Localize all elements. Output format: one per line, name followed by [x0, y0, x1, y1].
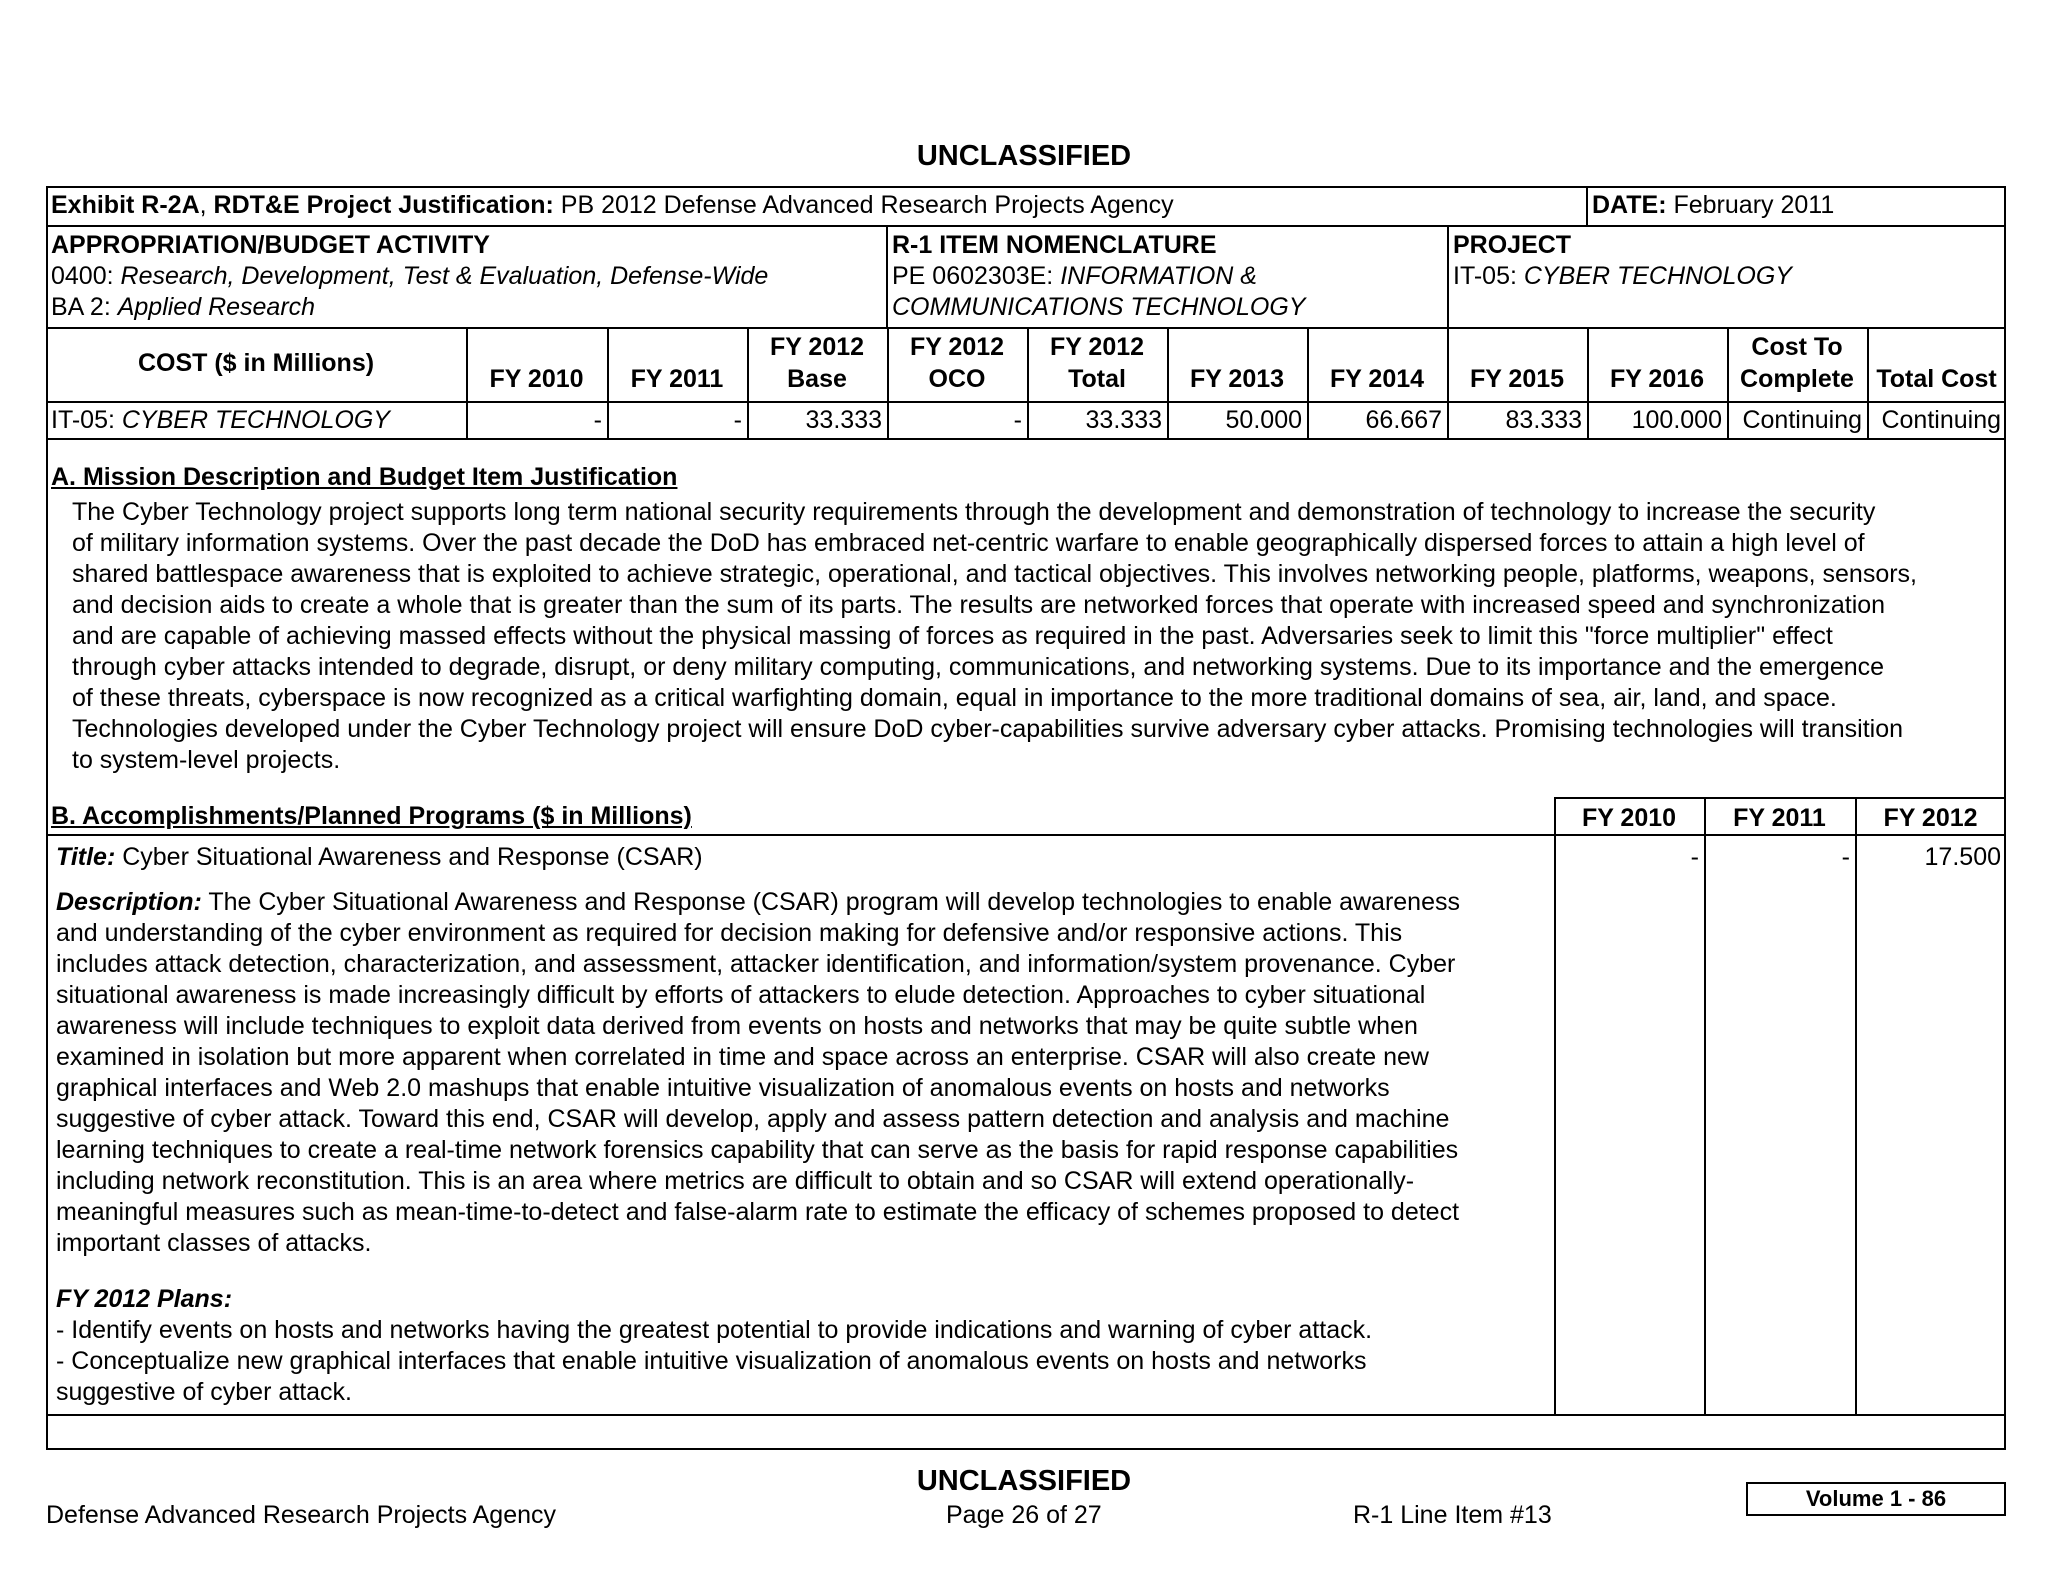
footer-page: Page 26 of 27 — [946, 1501, 1102, 1529]
cost-cell: 66.667 — [1365, 406, 1442, 434]
program-value: 17.500 — [1924, 843, 2001, 871]
cost-column-header: FY 2016 — [1609, 365, 1705, 393]
rule — [886, 225, 888, 329]
section-a-heading: A. Mission Description and Budget Item Justification — [51, 463, 678, 491]
budget-activity-code: BA 2: — [51, 293, 118, 321]
cost-cell: 50.000 — [1225, 406, 1302, 434]
footer-line-item: R-1 Line Item #13 — [1353, 1501, 1552, 1529]
r1-item-code: PE 0602303E: — [892, 262, 1061, 290]
cost-column-header: Total — [1068, 365, 1126, 393]
description-text: The Cyber Situational Awareness and Response (CSAR) program will develop technologies to enable awareness — [201, 888, 1460, 916]
rule — [46, 1414, 2006, 1416]
program-description — [56, 887, 1460, 1259]
plans-item: suggestive of cyber attack. — [56, 1378, 352, 1406]
cost-row-label — [51, 405, 390, 436]
rule — [1704, 797, 1706, 1416]
cost-cell: 83.333 — [1505, 406, 1582, 434]
section-a-body — [72, 497, 1917, 776]
cost-column-header: FY 2015 — [1469, 365, 1565, 393]
r1-item-line1 — [892, 261, 1257, 292]
section-a-line: of military information systems. Over the past decade the DoD has embraced net-centric warfare to enable geographically dispersed forces to attain a high level of — [72, 529, 1865, 557]
cost-cell: Continuing — [1742, 406, 1862, 434]
section-a-line: and are capable of achieving massed effects without the physical massing of forces as required in the past. Adversaries seek to limit this "force multiplier" effect — [72, 622, 1833, 650]
plans-item: - Conceptualize new graphical interfaces that enable intuitive visualization of anomalous events on hosts and networks — [56, 1347, 1367, 1375]
cost-row-code: IT-05: — [51, 406, 122, 434]
description-line — [56, 887, 1460, 918]
project-value — [1453, 261, 1792, 292]
description-line: examined in isolation but more apparent when correlated in time and space across an enterprise. CSAR will also create new — [56, 1043, 1429, 1071]
program-title-label: Title: — [56, 843, 116, 871]
description-line: includes attack detection, characterization, and assessment, attacker identification, and information/system provenance. Cyber — [56, 950, 1456, 978]
program-value: - — [1841, 843, 1850, 871]
cost-column-header: FY 2011 — [630, 365, 724, 393]
rule — [1855, 797, 1857, 1416]
section-b-column-header: FY 2011 — [1733, 804, 1826, 832]
cost-cell: 100.000 — [1631, 406, 1722, 434]
appropriation-line1 — [51, 261, 768, 292]
rule — [46, 327, 2006, 329]
project-name: CYBER TECHNOLOGY — [1523, 262, 1792, 290]
description-line: meaningful measures such as mean-time-to-detect and false-alarm rate to estimate the efficacy of schemes proposed to detect — [56, 1198, 1460, 1226]
cost-column-header: Total Cost — [1876, 365, 1997, 393]
cost-row-name: CYBER TECHNOLOGY — [121, 406, 390, 434]
classification-header: UNCLASSIFIED — [916, 140, 1132, 172]
rule — [46, 438, 2006, 440]
rule — [46, 225, 2006, 227]
cost-column-header-top: FY 2012 — [1049, 333, 1145, 361]
program-title — [56, 842, 703, 873]
cost-column-header: Complete — [1740, 365, 1854, 393]
appropriation-line2 — [51, 292, 315, 323]
description-line: and understanding of the cyber environment as required for decision making for defensive and/or responsive actions. This — [56, 919, 1403, 947]
rule — [1554, 797, 2006, 799]
appropriation-code: 0400: — [51, 262, 121, 290]
description-line: including network reconstitution. This is an area where metrics are difficult to obtain and so CSAR will extend operationally- — [56, 1167, 1415, 1195]
plans-item: - Identify events on hosts and networks having the greatest potential to provide indications and warning of cyber attack. — [56, 1316, 1373, 1344]
r1-item-label: R-1 ITEM NOMENCLATURE — [892, 231, 1217, 259]
program-title-value: Cyber Situational Awareness and Response (CSAR) — [115, 843, 703, 871]
description-line: situational awareness is made increasingly difficult by efforts of attackers to elude detection. Approaches to cyber situational — [56, 981, 1426, 1009]
cost-column-header-top: FY 2012 — [769, 333, 865, 361]
section-a-line: to system-level projects. — [72, 746, 341, 774]
cost-cell: - — [733, 406, 742, 434]
exhibit-label: Exhibit R-2A — [51, 191, 200, 219]
cost-cell: 33.333 — [1085, 406, 1162, 434]
date-value: February 2011 — [1666, 191, 1835, 219]
appropriation-label: APPROPRIATION/BUDGET ACTIVITY — [51, 231, 490, 259]
description-line: graphical interfaces and Web 2.0 mashups that enable intuitive visualization of anomalous events on hosts and networks — [56, 1074, 1390, 1102]
volume-box: Volume 1 - 86 — [1746, 1482, 2006, 1516]
cost-cell: - — [1013, 406, 1022, 434]
section-a-line: Technologies developed under the Cyber Technology project will ensure DoD cyber-capabilities survive adversary cyber attacks. Promising technologies will transition — [72, 715, 1904, 743]
section-a-line: shared battlespace awareness that is exploited to achieve strategic, operational, and tactical objectives. This involves networking people, platforms, weapons, sensors, — [72, 560, 1918, 588]
cost-cell: 33.333 — [805, 406, 882, 434]
description-line: awareness will include techniques to exploit data derived from events on hosts and networks that may be quite subtle when — [56, 1012, 1418, 1040]
cost-column-header: FY 2013 — [1189, 365, 1285, 393]
exhibit-justification-label: RDT&E Project Justification: — [213, 191, 554, 219]
r1-item-name: INFORMATION & — [1060, 262, 1257, 290]
cost-column-header: OCO — [928, 365, 986, 393]
rule — [1586, 186, 1588, 227]
description-line: important classes of attacks. — [56, 1229, 372, 1257]
exhibit-separator: , — [199, 191, 214, 219]
section-b-column-header: FY 2010 — [1581, 804, 1677, 832]
cost-column-header: FY 2010 — [489, 365, 584, 393]
section-a-line: and decision aids to create a whole that is greater than the sum of its parts. The results are networked forces that operate with increased speed and synchronization — [72, 591, 1886, 619]
cost-column-header-top: Cost To — [1751, 333, 1843, 361]
rule — [46, 401, 2006, 403]
section-a-line: through cyber attacks intended to degrade, disrupt, or deny military computing, communications, and networking systems. Due to its importance and the emergence — [72, 653, 1885, 681]
cost-cell: Continuing — [1881, 406, 2001, 434]
description-label: Description: — [56, 888, 202, 916]
cost-cell: - — [593, 406, 602, 434]
cost-column-header-top: FY 2012 — [909, 333, 1005, 361]
exhibit-date — [1592, 190, 1834, 221]
appropriation-name: Research, Development, Test & Evaluation, Defense-Wide — [120, 262, 769, 290]
section-a-line: The Cyber Technology project supports long term national security requirements through the development and demonstration of technology to increase the security — [72, 498, 1876, 526]
date-label: DATE: — [1592, 191, 1667, 219]
section-b-column-header: FY 2012 — [1883, 804, 1978, 832]
footer-agency: Defense Advanced Research Projects Agency — [46, 1501, 557, 1529]
rule — [46, 834, 2006, 836]
plans-label: FY 2012 Plans: — [56, 1285, 233, 1313]
section-a-line: of these threats, cyberspace is now recognized as a critical warfighting domain, equal in importance to the more traditional domains of sea, air, land, and space. — [72, 684, 1837, 712]
r1-item-line2: COMMUNICATIONS TECHNOLOGY — [892, 293, 1306, 321]
description-line: suggestive of cyber attack. Toward this end, CSAR will develop, apply and assess pattern detection and analysis and machine — [56, 1105, 1450, 1133]
plans-list — [56, 1315, 1372, 1408]
rule — [1554, 797, 1556, 1416]
cost-column-header: Base — [787, 365, 847, 393]
program-value: - — [1690, 843, 1699, 871]
classification-footer: UNCLASSIFIED — [916, 1465, 1132, 1497]
description-line: learning techniques to create a real-time network forensics capability that can serve as the basis for rapid response capabilities — [56, 1136, 1459, 1164]
project-code: IT-05: — [1453, 262, 1524, 290]
cost-table-label-header: COST ($ in Millions) — [137, 349, 375, 377]
rule — [1447, 225, 1449, 329]
section-b-heading: B. Accomplishments/Planned Programs ($ in Millions) — [51, 802, 692, 830]
exhibit-value: PB 2012 Defense Advanced Research Projects Agency — [553, 191, 1174, 219]
budget-activity-name: Applied Research — [117, 293, 316, 321]
cost-column-header: FY 2014 — [1329, 365, 1425, 393]
project-label: PROJECT — [1453, 231, 1572, 259]
exhibit-title — [51, 190, 1174, 221]
